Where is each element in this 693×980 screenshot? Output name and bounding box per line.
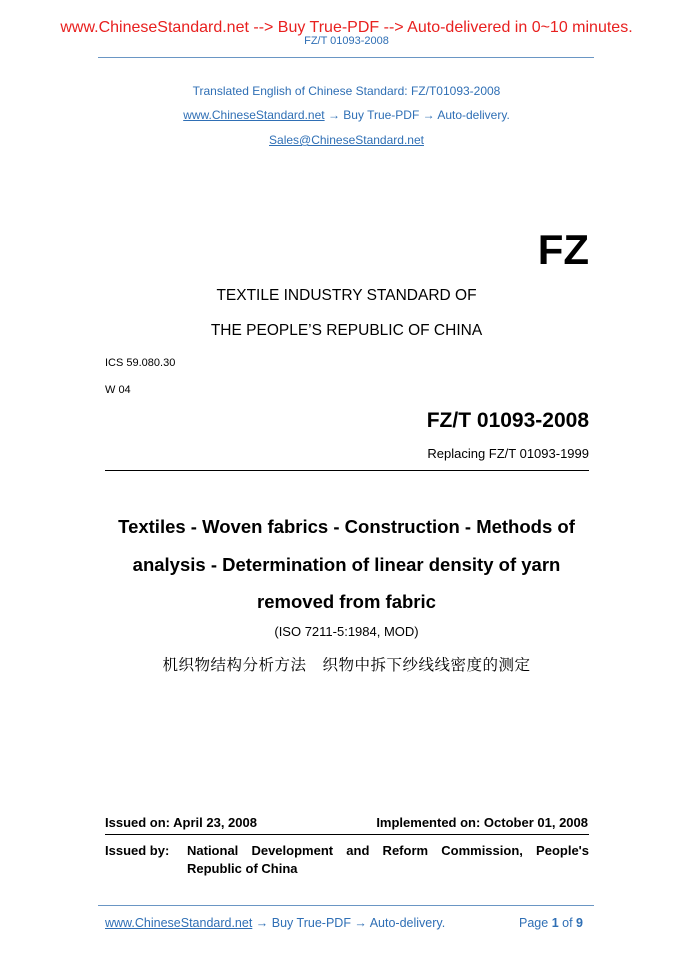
email-line (0, 133, 693, 147)
standard-number: FZ/T 01093-2008 (426, 409, 589, 432)
title-line-3: removed from fabric (257, 591, 436, 612)
translated-line: Translated English of Chinese Standard: FZ/T01093-2008 (192, 84, 501, 98)
footer-delivery-text: → Buy True-PDF → Auto-delivery. (255, 916, 446, 930)
page-total: 9 (576, 916, 583, 930)
header-delivery-line (0, 108, 693, 122)
issued-by-label: Issued by: (105, 843, 170, 858)
iso-reference: (ISO 7211-5:1984, MOD) (274, 624, 419, 639)
page-current: 1 (551, 916, 559, 930)
email-link[interactable]: Sales@ChineseStandard.net (269, 133, 424, 147)
footer-delivery-line (105, 916, 445, 930)
header-site-link[interactable]: www.ChineseStandard.net (183, 108, 325, 122)
implemented-on: Implemented on: October 01, 2008 (376, 815, 588, 830)
issue-divider (105, 834, 589, 835)
header-standard-code: FZ/T 01093-2008 (304, 35, 389, 47)
footer-divider (98, 905, 594, 906)
title-line-2: analysis - Determination of linear density of yarn (132, 554, 561, 575)
ics-code: ICS 59.080.30 (105, 357, 176, 369)
page-word: Page (519, 916, 549, 930)
ccs-code: W 04 (105, 384, 131, 396)
fz-mark: FZ (537, 226, 589, 273)
header-delivery-text: → Buy True-PDF → Auto-delivery. (327, 108, 510, 122)
issued-by-line-1: National Development and Reform Commission, People's (187, 843, 589, 858)
page-indicator (519, 916, 583, 930)
page-of: of (562, 916, 573, 930)
industry-line-2: THE PEOPLE’S REPUBLIC OF CHINA (210, 322, 483, 339)
footer-site-link[interactable]: www.ChineseStandard.net (105, 916, 253, 930)
header-divider (98, 57, 594, 58)
title-divider (105, 470, 589, 471)
title-line-1: Textiles - Woven fabrics - Construction - Methods of (118, 516, 575, 537)
promo-banner[interactable]: www.ChineseStandard.net --> Buy True-PDF --> Auto-delivered in 0~10 minutes. (60, 19, 633, 36)
chinese-title: 机织物结构分析方法 织物中拆下纱线线密度的测定 (162, 656, 531, 674)
replacing-standard: Replacing FZ/T 01093-1999 (427, 446, 589, 461)
industry-line-1: TEXTILE INDUSTRY STANDARD OF (216, 287, 477, 304)
issued-on: Issued on: April 23, 2008 (105, 815, 257, 830)
issued-by-line-2: Republic of China (187, 861, 298, 876)
issued-by-block (105, 842, 589, 878)
